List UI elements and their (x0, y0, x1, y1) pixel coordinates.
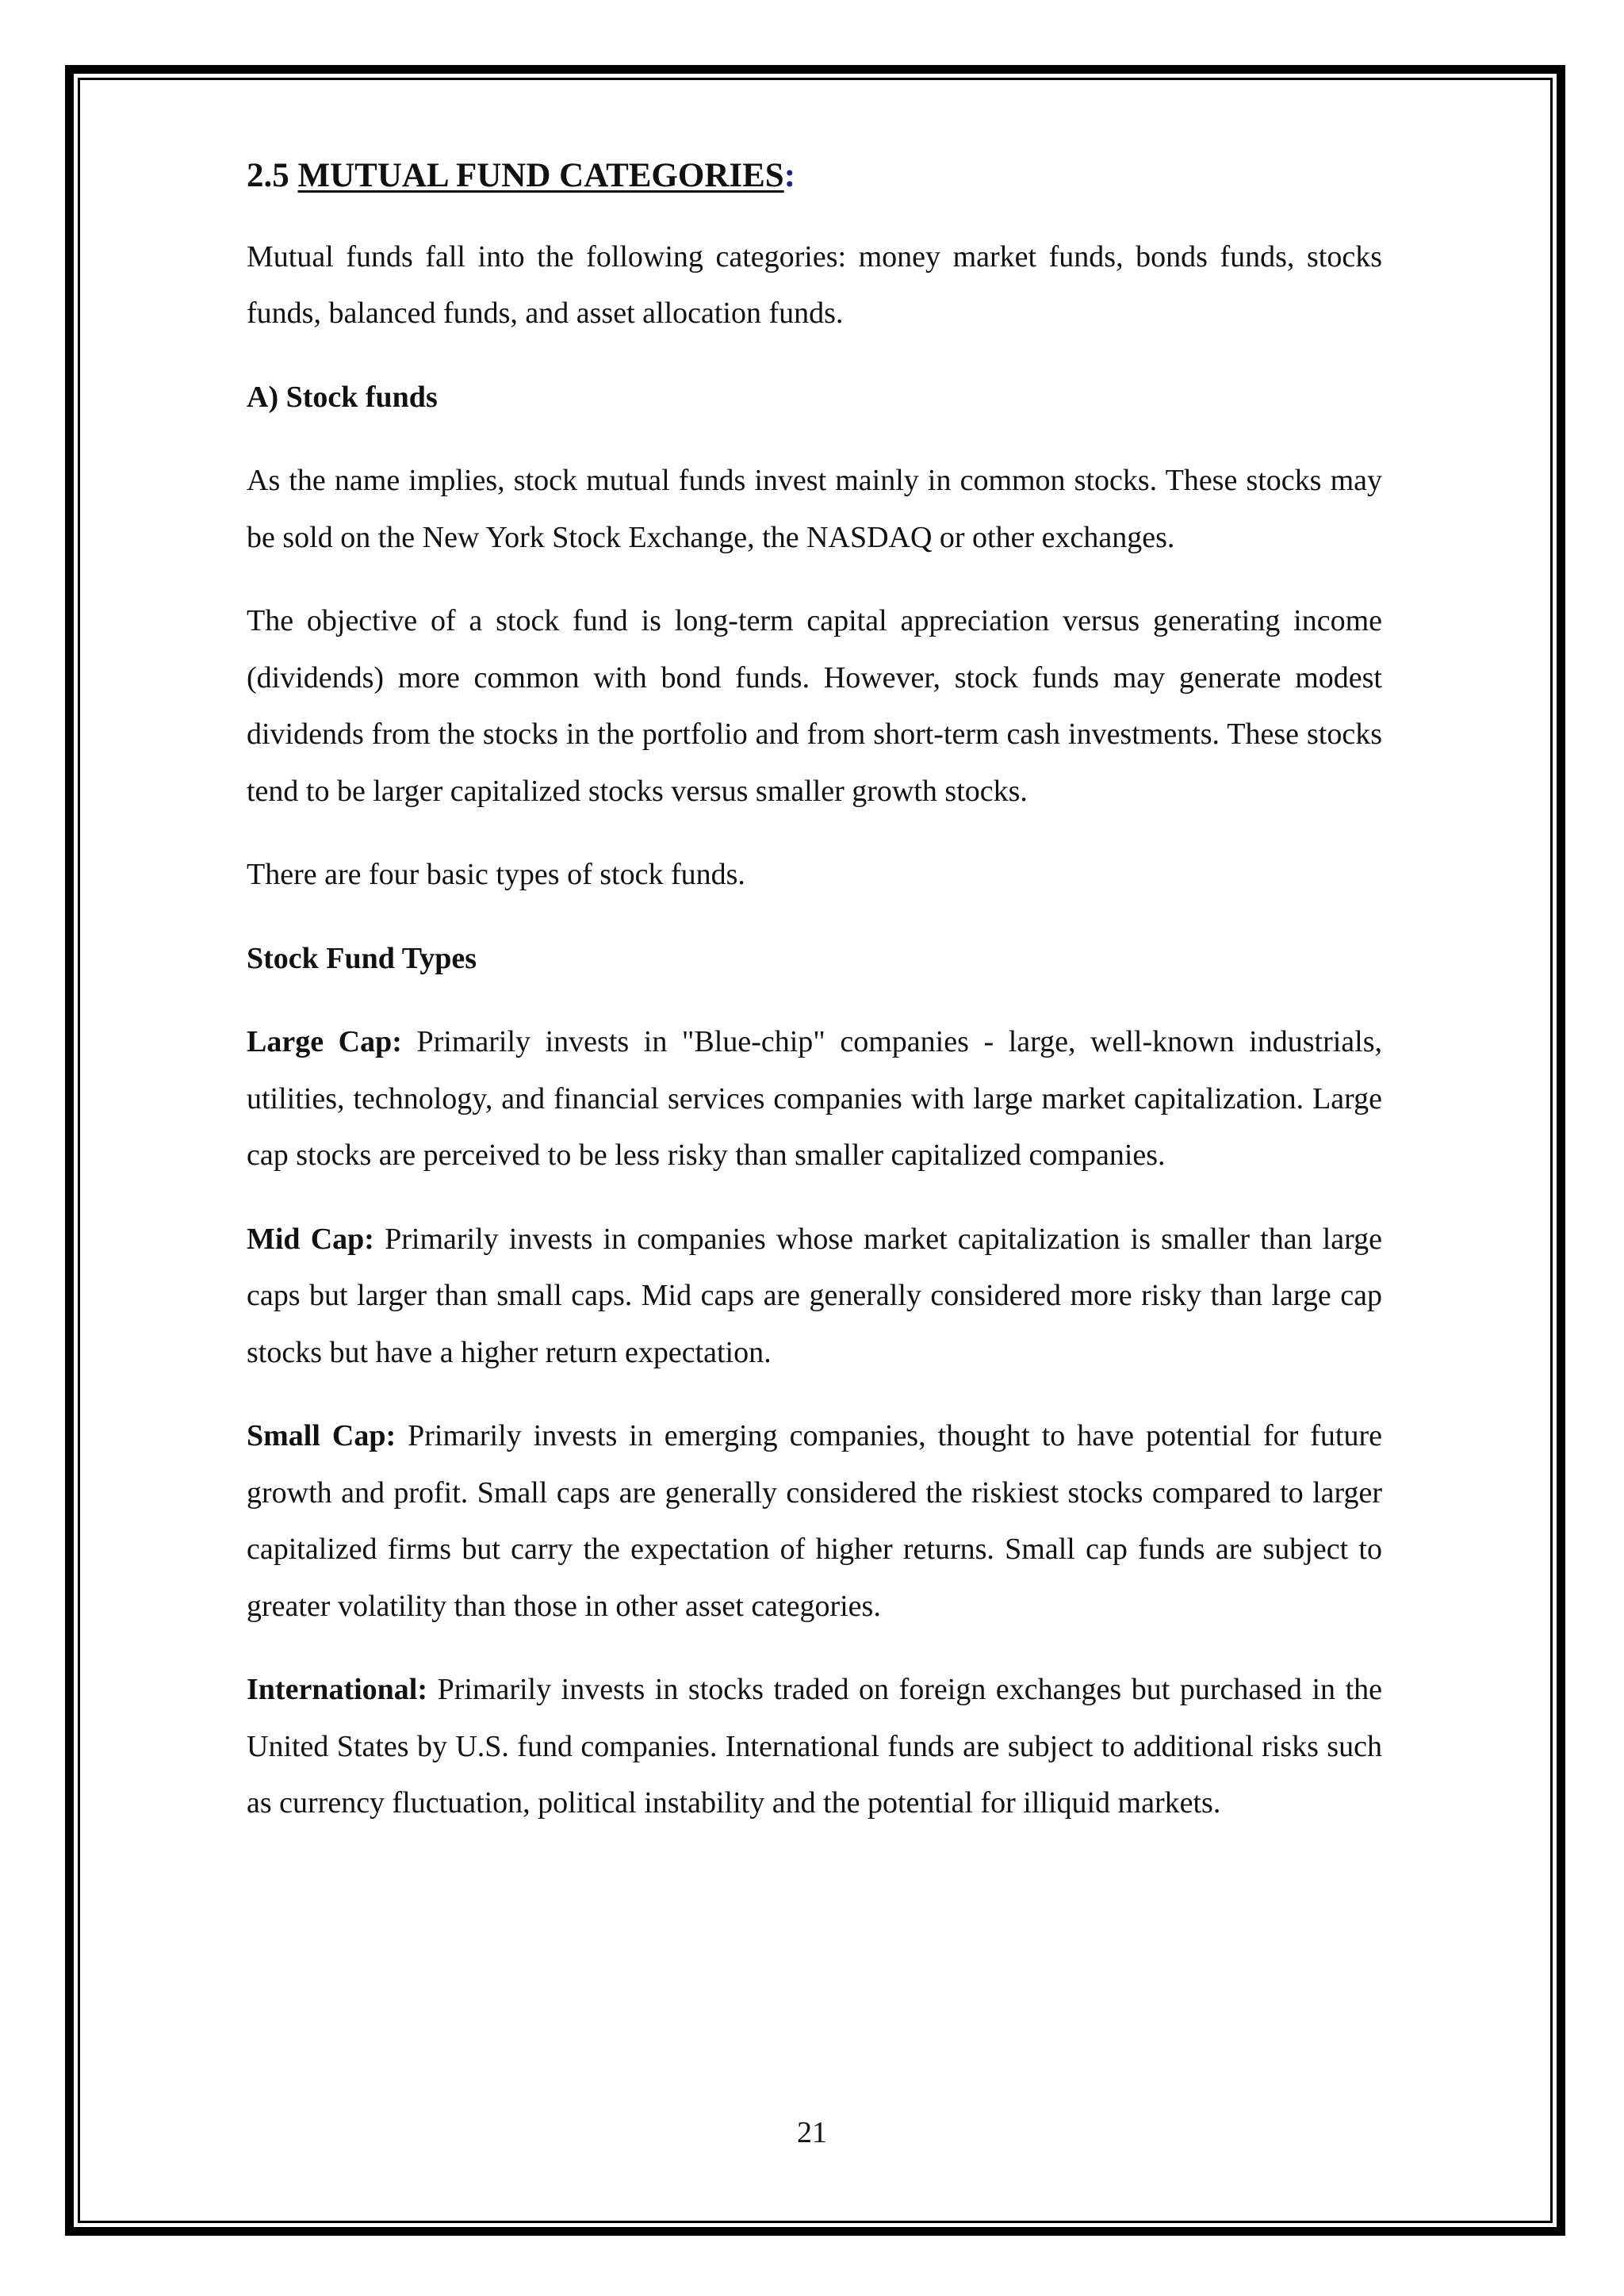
fund-type-description: Primarily invests in companies whose market capitalization is smaller than large caps but larger than small caps. Mid caps are generally considered more risky than large cap stocks but have a higher return expectation. (247, 1222, 1382, 1369)
fund-type-description: Primarily invests in stocks traded on foreign exchanges but purchased in the United States by U.S. fund companies. International funds are subject to additional risks such as currency fluctuation, political instability and the potential for illiquid markets. (247, 1673, 1382, 1820)
stock-funds-paragraph-1: As the name implies, stock mutual funds invest mainly in common stocks. These stocks may be sold on the New York Stock Exchange, the NASDAQ or other exchanges. (247, 464, 1382, 554)
fund-type-large-cap (247, 1014, 1382, 1184)
section-heading (247, 155, 1382, 197)
fund-type-term: Large Cap: (247, 1025, 402, 1059)
section-title-colon: : (783, 157, 796, 194)
section-number: 2.5 (247, 157, 289, 194)
fund-type-term: International: (247, 1673, 427, 1707)
section-title: MUTUAL FUND CATEGORIES (297, 157, 784, 194)
stock-funds-paragraph-2: The objective of a stock fund is long-term capital appreciation versus generating income (dividends) more common with bond funds. However, stock funds may generate modest dividends from the stocks in the portfolio and from short-term cash investments. These stocks tend to be larger capitalized stocks versus smaller growth stocks. (247, 604, 1382, 808)
fund-type-term: Mid Cap: (247, 1222, 374, 1256)
document-body (247, 155, 1382, 1859)
stock-funds-paragraph-3: There are four basic types of stock funds. (247, 858, 745, 892)
page-number: 21 (797, 2116, 827, 2149)
intro-paragraph: Mutual funds fall into the following categories: money market funds, bonds funds, stocks funds, balanced funds, and asset allocation funds. (247, 239, 1382, 331)
fund-type-description: Primarily invests in "Blue-chip" companies - large, well-known industrials, utilities, technology, and financial services companies with large market capitalization. Large cap stocks are perceived to be less risky than smaller capitalized companies. (247, 1025, 1382, 1173)
fund-type-description: Primarily invests in emerging companies, thought to have potential for future growth and profit. Small caps are generally considered the riskiest stocks compared to larger capitalized firms but carry the expectation of higher returns. Small cap funds are subject to greater volatility than those in other asset categories. (247, 1419, 1382, 1623)
fund-type-small-cap (247, 1408, 1382, 1635)
subsection-title-stock-funds: A) Stock funds (247, 380, 438, 414)
fund-type-mid-cap (247, 1211, 1382, 1382)
subsection-title-fund-types: Stock Fund Types (247, 941, 477, 975)
fund-type-international (247, 1662, 1382, 1832)
fund-type-term: Small Cap: (247, 1419, 396, 1453)
